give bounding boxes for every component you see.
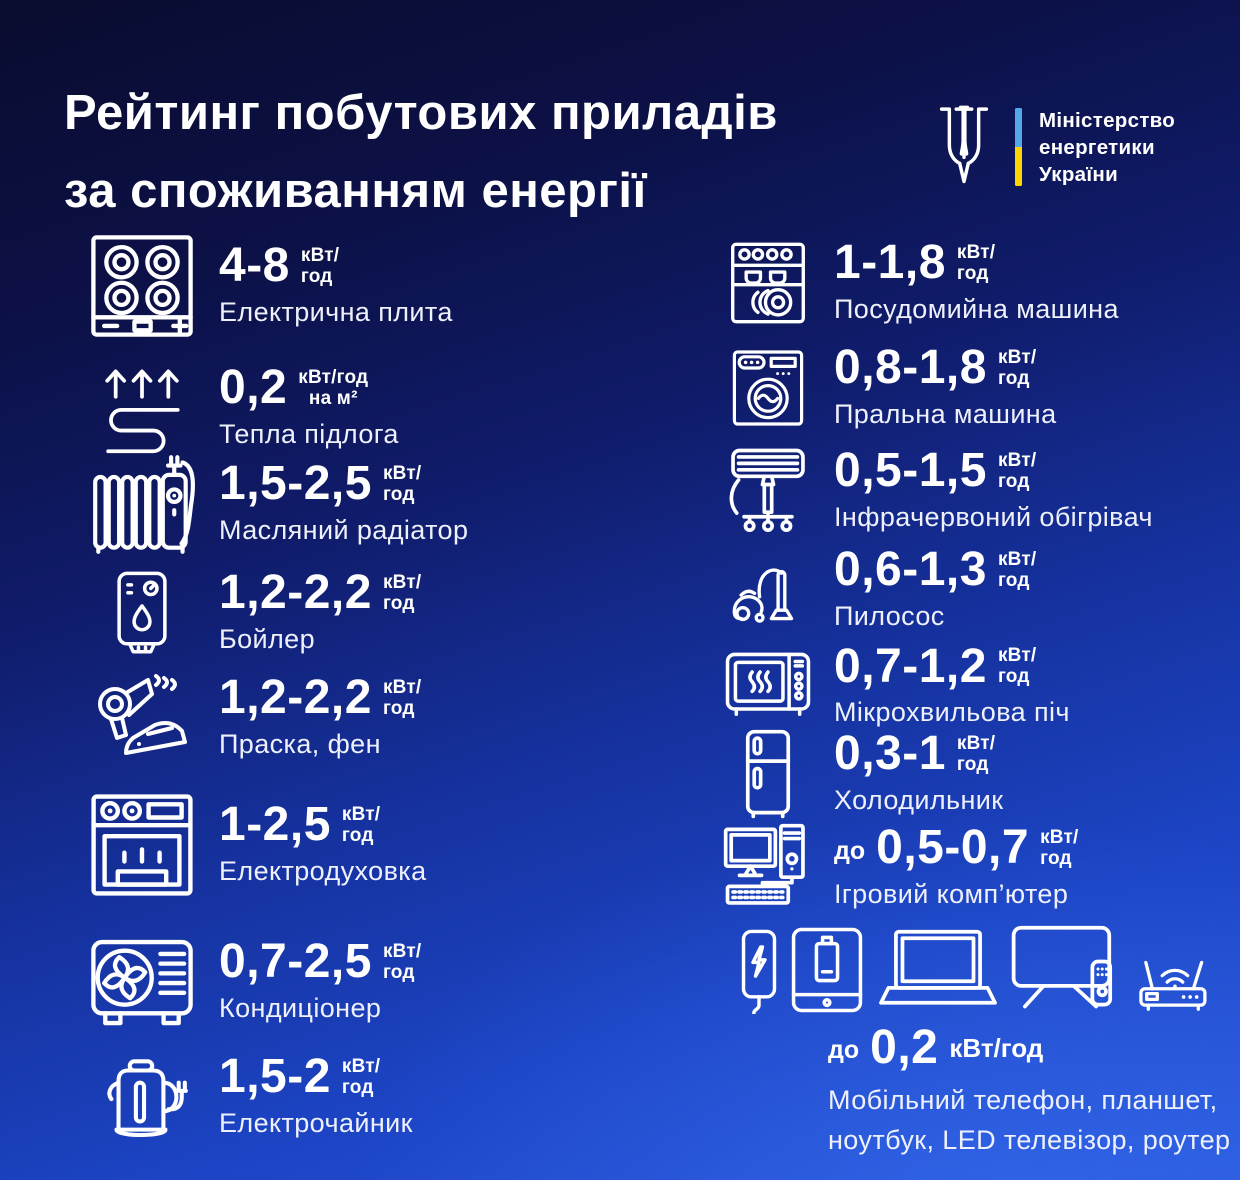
page-title	[64, 74, 778, 230]
value: 1-1,8	[834, 236, 946, 290]
item-refrigerator	[722, 728, 1003, 820]
item-washing-machine	[722, 340, 1057, 436]
dishwasher-icon	[726, 234, 810, 332]
appliance-label: Бойлер	[219, 623, 316, 654]
electric-kettle-icon	[91, 1042, 193, 1152]
item-iron-hairdryer	[85, 668, 421, 768]
appliance-label: Мікрохвильова піч	[834, 697, 1070, 728]
unit: кВт/ год	[956, 241, 996, 284]
item-oil-radiator	[85, 452, 468, 556]
item-gaming-computer	[722, 818, 1078, 918]
ministry-name-line2: енергетики	[1039, 135, 1155, 159]
air-conditioner-icon	[87, 928, 197, 1036]
value: 0,3-1	[834, 727, 946, 781]
appliance-label: Масляний радіатор	[219, 514, 469, 545]
unit: кВт/ год	[382, 571, 422, 614]
electric-stove-icon	[88, 232, 196, 340]
value: 0,5-1,5	[834, 444, 987, 498]
value: 0,7-2,5	[219, 935, 372, 989]
electric-oven-icon	[87, 788, 197, 902]
value: 0,2	[219, 361, 288, 415]
unit: кВт/год на м²	[298, 366, 369, 409]
unit: кВт/ год	[956, 732, 996, 775]
unit: кВт/ год	[382, 676, 422, 719]
laptop-icon	[876, 928, 1000, 1014]
unit: кВт/ год	[997, 346, 1037, 389]
ministry-logo	[933, 102, 1175, 192]
microwave-icon	[724, 649, 812, 725]
unit: кВт/ год	[997, 645, 1037, 688]
appliance-label: Пральна машина	[834, 398, 1057, 429]
page-title-line2: за споживанням енергії	[64, 164, 647, 218]
unit: кВт/ год	[382, 462, 422, 505]
value-prefix: до	[834, 836, 866, 865]
value: 1,2-2,2	[219, 671, 372, 725]
tv-remote-icon	[1011, 924, 1125, 1014]
gaming-computer-icon	[722, 818, 814, 918]
appliance-label: Електрочайник	[219, 1107, 413, 1138]
value: 1-2,5	[219, 798, 331, 852]
item-microwave	[722, 640, 1070, 728]
appliance-label: Посудомийна машина	[834, 293, 1119, 324]
appliance-label: Праска, фен	[219, 728, 381, 759]
appliance-label-line1: Мобільний телефон, планшет,	[828, 1085, 1218, 1116]
appliance-label: Ігровий комп’ютер	[834, 878, 1069, 909]
tablet-icon	[789, 926, 865, 1014]
value: 1,5-2,5	[219, 457, 372, 511]
vacuum-cleaner-icon	[723, 548, 813, 632]
heated-floor-icon	[95, 360, 189, 456]
item-infrared-heater	[722, 444, 1153, 538]
unit: кВт/ год	[341, 1055, 381, 1098]
value: 4-8	[219, 239, 290, 293]
page-title-line1: Рейтинг побутових приладів	[64, 86, 778, 140]
refrigerator-icon	[722, 728, 814, 820]
appliance-label: Електрична плита	[219, 296, 453, 327]
value: 0,8-1,8	[834, 341, 987, 395]
unit: кВт/ год	[997, 548, 1037, 591]
item-boiler	[85, 560, 421, 666]
item-electric-stove	[85, 232, 453, 340]
appliance-label	[828, 1080, 1230, 1160]
appliance-label-line2: ноутбук, LED телевізор, роутер	[828, 1125, 1231, 1156]
item-mobile-devices	[740, 924, 1230, 1160]
value: 0,2	[870, 1021, 939, 1074]
unit: кВт/год	[949, 1033, 1044, 1064]
appliance-label: Пилосос	[834, 600, 945, 631]
unit: кВт/ год	[300, 244, 340, 287]
appliance-label: Електродуховка	[219, 855, 427, 886]
appliance-label: Інфрачервоний обігрівач	[834, 501, 1153, 532]
unit: кВт/ год	[341, 803, 381, 846]
item-heated-floor	[85, 360, 399, 456]
flag-bar	[1015, 108, 1022, 186]
washing-machine-icon	[728, 340, 808, 436]
ukraine-trident-icon	[933, 102, 995, 192]
infrared-heater-icon	[722, 444, 814, 538]
unit: кВт/ год	[382, 940, 422, 983]
ministry-name-line1: Міністерство	[1039, 108, 1176, 132]
ministry-name-line3: України	[1039, 162, 1119, 186]
item-dishwasher	[722, 234, 1119, 332]
mobile-devices-icons	[740, 924, 1230, 1014]
item-electric-kettle	[85, 1042, 413, 1152]
value: 1,2-2,2	[219, 566, 372, 620]
unit: кВт/ год	[1040, 826, 1079, 869]
value: 1,5-2	[219, 1050, 331, 1104]
value: 0,7-1,2	[834, 640, 987, 693]
unit: кВт/ год	[997, 449, 1037, 492]
router-icon	[1136, 952, 1218, 1014]
iron-hairdryer-icon	[86, 668, 198, 768]
appliance-label: Кондиціонер	[219, 992, 382, 1023]
value-prefix: до	[828, 1036, 860, 1065]
value: 0,5-0,7	[876, 821, 1030, 875]
oil-radiator-icon	[88, 452, 196, 556]
item-electric-oven	[85, 788, 427, 902]
value: 0,6-1,3	[834, 543, 987, 597]
boiler-icon	[98, 560, 186, 666]
item-vacuum-cleaner	[722, 543, 1037, 632]
appliance-label: Тепла підлога	[219, 418, 399, 449]
smartphone-icon	[740, 928, 778, 1014]
appliance-label: Холодильник	[834, 784, 1004, 815]
item-air-conditioner	[85, 928, 421, 1036]
ministry-name	[1039, 107, 1175, 188]
